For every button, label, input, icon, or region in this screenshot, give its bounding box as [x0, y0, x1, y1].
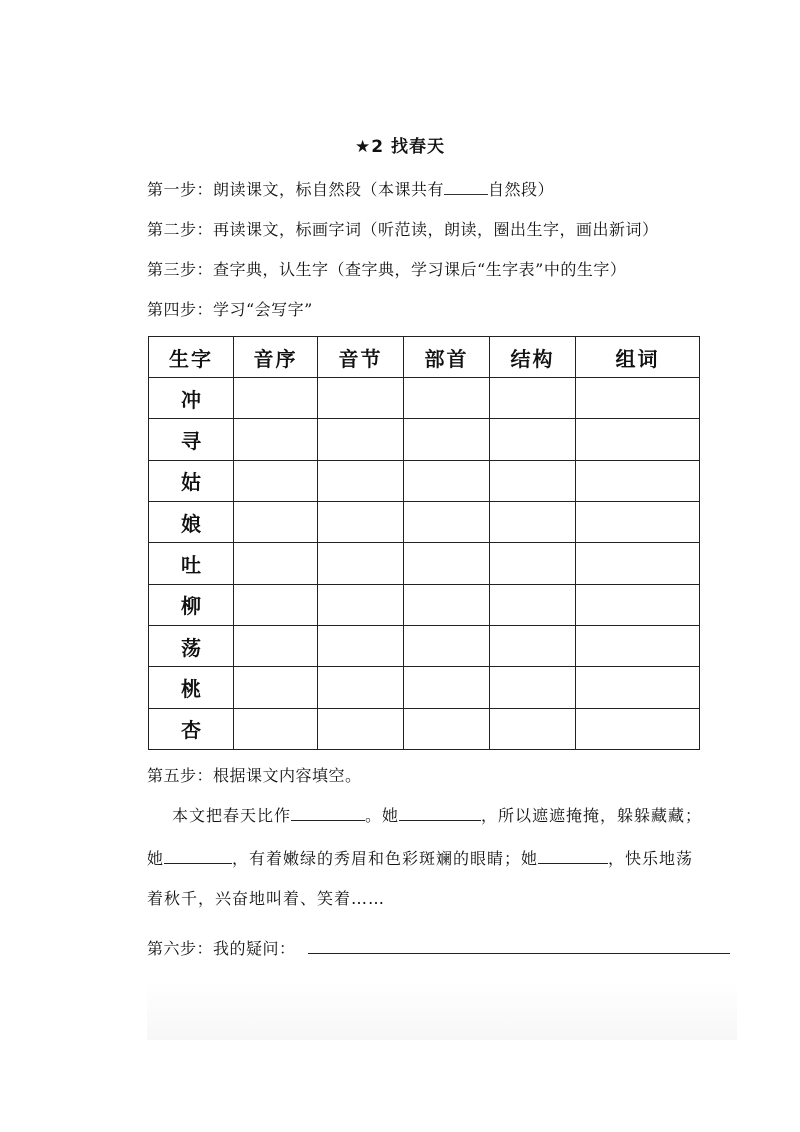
table-answer-cell[interactable]	[318, 419, 404, 460]
scan-shade	[147, 980, 737, 1040]
step-1-text: 第一步：朗读课文，标自然段（本课共有	[147, 180, 445, 199]
table-char-cell: 姑	[149, 460, 234, 501]
table-answer-cell[interactable]	[234, 501, 318, 542]
table-char-cell: 柳	[149, 584, 234, 625]
table-row	[149, 667, 700, 708]
table-answer-cell[interactable]	[404, 667, 490, 708]
step-2: 第二步：再读课文，标画字词（听范读，朗读，圈出生字，画出新词）	[147, 220, 659, 239]
table-answer-cell[interactable]	[576, 543, 700, 584]
header-syllable: 音节	[318, 337, 404, 378]
table-answer-cell[interactable]	[318, 584, 404, 625]
fill-line-2	[147, 846, 693, 869]
table-answer-cell[interactable]	[404, 625, 490, 666]
table-answer-cell[interactable]	[404, 460, 490, 501]
table-header-row	[149, 337, 700, 378]
table-answer-cell[interactable]	[490, 419, 576, 460]
table-row	[149, 460, 700, 501]
fill-text-1a: 本文把春天比作	[172, 806, 292, 825]
table-char-cell: 桃	[149, 667, 234, 708]
fill-text-1b: 。她	[365, 806, 400, 825]
table-answer-cell[interactable]	[318, 501, 404, 542]
table-answer-cell[interactable]	[490, 501, 576, 542]
table-answer-cell[interactable]	[490, 667, 576, 708]
table-answer-cell[interactable]	[576, 378, 700, 419]
table-answer-cell[interactable]	[234, 460, 318, 501]
fill-text-2c: ，快乐地荡	[608, 849, 694, 868]
table-answer-cell[interactable]	[318, 625, 404, 666]
fill-text-2b: ，有着嫩绿的秀眉和色彩斑斓的眼睛；她	[232, 849, 539, 868]
table-answer-cell[interactable]	[576, 708, 700, 749]
table-answer-cell[interactable]	[234, 378, 318, 419]
header-radical: 部首	[404, 337, 490, 378]
fill-blank-1[interactable]	[291, 804, 365, 821]
header-structure: 结构	[490, 337, 576, 378]
step-6: 第六步：我的疑问：	[147, 939, 296, 958]
table-answer-cell[interactable]	[318, 667, 404, 708]
fill-text-2a: 她	[147, 849, 165, 868]
table-char-cell: 娘	[149, 501, 234, 542]
fill-line-1	[172, 803, 702, 826]
paragraph-count-blank[interactable]	[444, 180, 488, 195]
table-row	[149, 378, 700, 419]
table-answer-cell[interactable]	[576, 419, 700, 460]
table-answer-cell[interactable]	[404, 501, 490, 542]
table-row	[149, 625, 700, 666]
table-char-cell: 吐	[149, 543, 234, 584]
page-title: ★2 找春天	[355, 137, 445, 157]
header-char: 生字	[149, 337, 234, 378]
step-1	[147, 177, 554, 200]
character-table	[148, 336, 700, 750]
table-answer-cell[interactable]	[318, 543, 404, 584]
table-row	[149, 708, 700, 749]
table-answer-cell[interactable]	[404, 708, 490, 749]
table-answer-cell[interactable]	[576, 625, 700, 666]
step-3: 第三步：查字典，认生字（查字典，学习课后“生字表”中的生字）	[147, 260, 627, 279]
step-5: 第五步：根据课文内容填空。	[147, 766, 362, 785]
table-answer-cell[interactable]	[234, 625, 318, 666]
fill-blank-4[interactable]	[538, 847, 608, 864]
table-answer-cell[interactable]	[318, 378, 404, 419]
table-char-cell: 寻	[149, 419, 234, 460]
table-answer-cell[interactable]	[234, 584, 318, 625]
table-answer-cell[interactable]	[404, 419, 490, 460]
step-4: 第四步：学习“会写字”	[147, 300, 313, 319]
header-words: 组词	[576, 337, 700, 378]
table-answer-cell[interactable]	[576, 667, 700, 708]
fill-blank-3[interactable]	[164, 847, 232, 864]
table-answer-cell[interactable]	[234, 419, 318, 460]
table-answer-cell[interactable]	[404, 584, 490, 625]
table-row	[149, 584, 700, 625]
question-answer-line[interactable]	[308, 952, 730, 954]
fill-text-1c: ，所以遮遮掩掩，躲躲藏藏；	[481, 806, 703, 825]
fill-blank-2[interactable]	[399, 804, 481, 821]
table-answer-cell[interactable]	[234, 708, 318, 749]
header-initial: 音序	[234, 337, 318, 378]
table-answer-cell[interactable]	[576, 584, 700, 625]
table-row	[149, 543, 700, 584]
table-row	[149, 501, 700, 542]
table-answer-cell[interactable]	[404, 543, 490, 584]
table-answer-cell[interactable]	[318, 460, 404, 501]
table-answer-cell[interactable]	[576, 501, 700, 542]
table-row	[149, 419, 700, 460]
table-char-cell: 荡	[149, 625, 234, 666]
table-answer-cell[interactable]	[234, 543, 318, 584]
table-answer-cell[interactable]	[490, 378, 576, 419]
table-answer-cell[interactable]	[404, 378, 490, 419]
table-answer-cell[interactable]	[576, 460, 700, 501]
table-answer-cell[interactable]	[490, 460, 576, 501]
table-answer-cell[interactable]	[490, 543, 576, 584]
table-answer-cell[interactable]	[490, 708, 576, 749]
step-1-suffix: 自然段）	[488, 180, 555, 199]
table-answer-cell[interactable]	[490, 625, 576, 666]
table-answer-cell[interactable]	[234, 667, 318, 708]
table-char-cell: 杏	[149, 708, 234, 749]
table-char-cell: 冲	[149, 378, 234, 419]
table-answer-cell[interactable]	[318, 708, 404, 749]
table-answer-cell[interactable]	[490, 584, 576, 625]
fill-line-3: 着秋千，兴奋地叫着、笑着……	[147, 889, 386, 908]
